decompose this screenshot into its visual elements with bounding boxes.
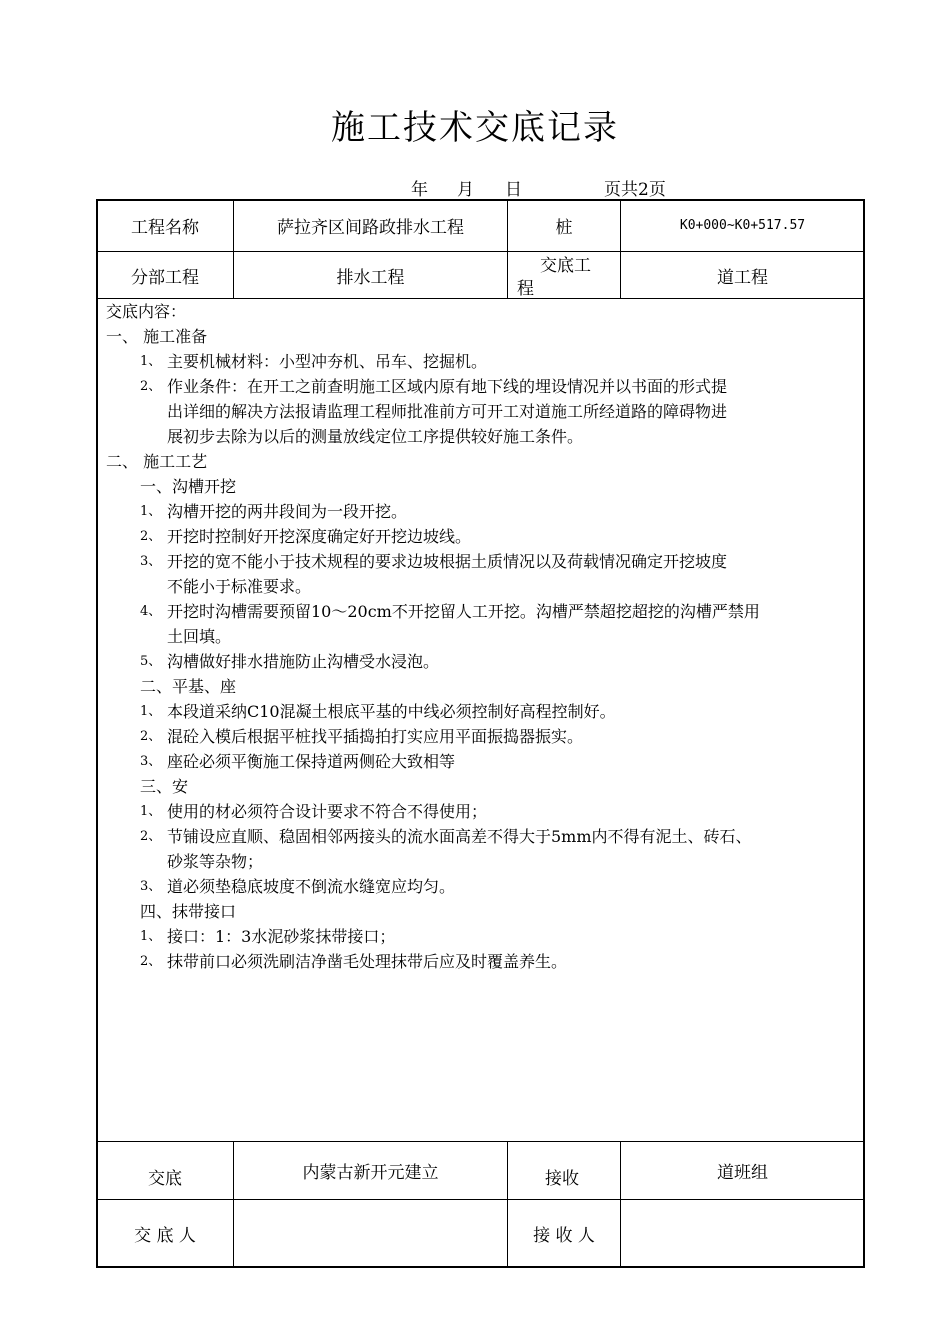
list-item: 座砼必须平衡施工保持道两侧砼大致相等 <box>167 752 456 771</box>
page-count: 页共2页 <box>604 180 666 200</box>
sub-project-label: 分部工程 <box>131 267 199 288</box>
receive-label: 接收 <box>545 1169 579 1189</box>
list-item: 开挖时沟槽需要预留10～20cm不开挖留人工开挖。沟槽严禁超挖超挖的沟槽严禁用 <box>167 602 760 621</box>
item-number: 1、 <box>140 354 162 369</box>
list-item: 接口：1：3水泥砂浆抹带接口； <box>167 927 396 946</box>
item-number: 1、 <box>140 804 162 819</box>
list-item: 主要机械材料：小型冲夯机、吊车、挖掘机。 <box>167 352 488 371</box>
table-divider <box>96 298 865 299</box>
handover-project-label-cont: 程 <box>517 279 534 299</box>
date-year: 年 <box>411 180 428 200</box>
list-item-cont: 不能小于标准要求。 <box>167 577 312 596</box>
list-item: 开挖的宽不能小于技术规程的要求边坡根据土质情况以及荷载情况确定开挖坡度 <box>167 552 728 571</box>
list-item-cont: 土回填。 <box>167 627 232 646</box>
list-item: 使用的材必须符合设计要求不符合不得使用； <box>167 802 488 821</box>
list-item: 沟槽做好排水措施防止沟槽受水浸泡。 <box>167 652 440 671</box>
item-number: 1、 <box>140 704 162 719</box>
subsection-heading: 三、安 <box>140 777 189 796</box>
list-item: 混砼入模后根据平桩找平插捣拍打实应用平面振捣器振实。 <box>167 727 584 746</box>
date-day: 日 <box>505 180 522 200</box>
list-item: 开挖时控制好开挖深度确定好开挖边坡线。 <box>167 527 472 546</box>
list-item: 作业条件：在开工之前查明施工区域内原有地下线的埋设情况并以书面的形式提 <box>167 377 728 396</box>
item-number: 2、 <box>140 954 162 969</box>
receive-unit: 道班组 <box>717 1162 768 1183</box>
list-item-cont: 砂浆等杂物； <box>167 852 264 871</box>
item-number: 3、 <box>140 554 162 569</box>
content-heading: 交底内容： <box>106 302 187 321</box>
list-item: 抹带前口必须洗刷洁净凿毛处理抹带后应及时覆盖养生。 <box>167 952 568 971</box>
project-name-label: 工程名称 <box>131 218 199 238</box>
list-item: 道必须垫稳底坡度不倒流水缝宽应均匀。 <box>167 877 456 896</box>
subsection-heading: 一、沟槽开挖 <box>140 477 237 496</box>
date-month: 月 <box>457 180 474 200</box>
item-number: 2、 <box>140 729 162 744</box>
item-number: 4、 <box>140 604 162 619</box>
item-number: 2、 <box>140 379 162 394</box>
handover-label: 交底 <box>148 1169 182 1189</box>
list-item-cont: 展初步去除为以后的测量放线定位工序提供较好施工条件。 <box>167 427 584 446</box>
item-number: 1、 <box>140 929 162 944</box>
handover-person-field <box>234 1200 507 1266</box>
stake-label: 桩 <box>555 218 573 238</box>
item-number: 1、 <box>140 504 162 519</box>
subsection-heading: 二、平基、座 <box>140 677 237 696</box>
list-item: 本段道采纳C10混凝土根底平基的中线必须控制好高程控制好。 <box>167 702 616 721</box>
handover-person-label: 交 底 人 <box>134 1225 196 1246</box>
list-item: 节铺设应直顺、稳固相邻两接头的流水面高差不得大于5mm内不得有泥土、砖石、 <box>167 827 752 846</box>
handover-unit: 内蒙古新开元建立 <box>302 1162 439 1183</box>
item-number: 3、 <box>140 754 162 769</box>
section-heading: 一、 施工准备 <box>106 327 208 346</box>
section-heading: 二、 施工工艺 <box>106 452 208 471</box>
item-number: 5、 <box>140 654 162 669</box>
item-number: 2、 <box>140 829 162 844</box>
list-item-cont: 出详细的解决方法报请监理工程师批准前方可开工对道施工所经道路的障碍物进 <box>167 402 728 421</box>
handover-project-value: 道工程 <box>717 267 768 288</box>
document-title: 施工技术交底记录 <box>331 108 619 148</box>
table-divider <box>96 1141 865 1142</box>
sub-project-value: 排水工程 <box>336 267 405 288</box>
handover-project-label: 交底工 <box>540 256 591 276</box>
receive-person-label: 接 收 人 <box>533 1225 595 1246</box>
item-number: 2、 <box>140 529 162 544</box>
subsection-heading: 四、抹带接口 <box>140 902 237 921</box>
list-item: 沟槽开挖的两井段间为一段开挖。 <box>167 502 408 521</box>
item-number: 3、 <box>140 879 162 894</box>
stake-value: K0+000~K0+517.57 <box>679 218 806 233</box>
receive-person-field <box>621 1200 864 1266</box>
project-name-value: 萨拉齐区间路政排水工程 <box>277 218 464 238</box>
